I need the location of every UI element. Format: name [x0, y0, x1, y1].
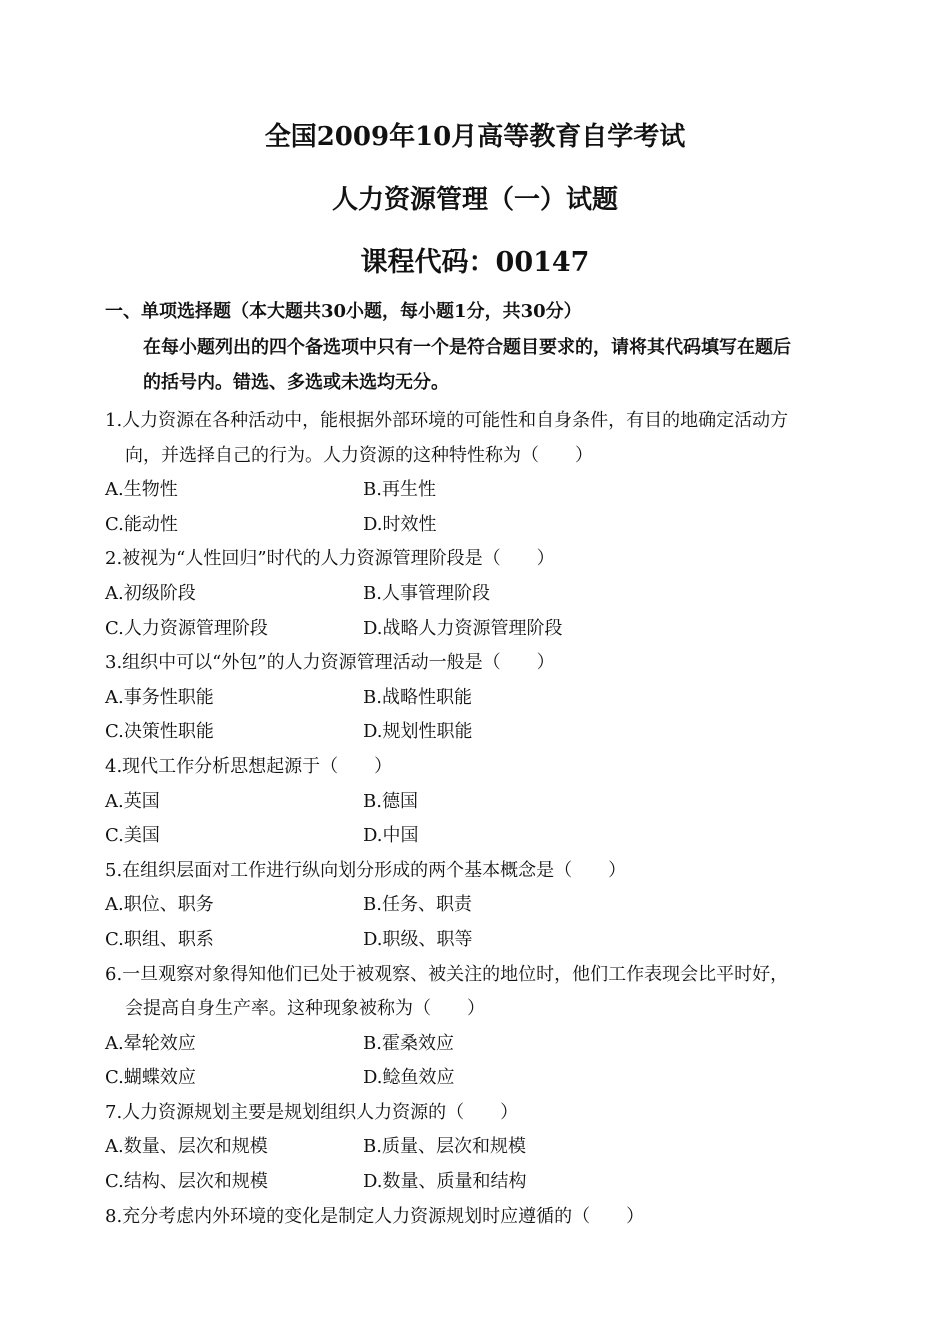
question-2-stem: 2.被视为“人性回归”时代的人力资源管理阶段是（ ） [105, 548, 555, 570]
question-1-option-b: B.再生性 [363, 479, 436, 501]
question-5-options-row2 [105, 923, 845, 958]
question-5-option-a: A.职位、职务 [105, 894, 214, 916]
question-6-option-b: B.霍桑效应 [363, 1032, 454, 1054]
question-2-option-d: D.战略人力资源管理阶段 [363, 617, 563, 639]
question-2-option-b: B.人事管理阶段 [363, 582, 490, 604]
question-6-option-a: A.晕轮效应 [105, 1032, 196, 1054]
question-4-option-b: B.德国 [363, 790, 418, 812]
question-8-stem: 8.充分考虑内外环境的变化是制定人力资源规划时应遵循的（ ） [105, 1205, 645, 1227]
question-3-options-row2 [105, 715, 845, 750]
question-5-option-d: D.职级、职等 [363, 928, 473, 950]
question-6-option-d: D.鲶鱼效应 [363, 1067, 455, 1089]
question-1-option-d: D.时效性 [363, 513, 437, 535]
question-1-stem-line1: 1.人力资源在各种活动中，能根据外部环境的可能性和自身条件，有目的地确定活动方 [105, 410, 789, 431]
question-3-option-d: D.规划性职能 [363, 721, 473, 743]
question-4-option-d: D.中国 [363, 825, 419, 847]
question-3-stem: 3.组织中可以“外包”的人力资源管理活动一般是（ ） [105, 652, 555, 674]
section-instruction-line1: 在每小题列出的四个备选项中只有一个是符合题目要求的，请将其代码填写在题后 [143, 337, 791, 358]
question-3-options-row1 [105, 681, 845, 716]
question-5-option-b: B.任务、职责 [363, 894, 472, 916]
question-5-options-row1 [105, 888, 845, 923]
question-1-option-a: A.生物性 [105, 479, 178, 501]
subject-title: 人力资源管理（一）试题 [331, 185, 618, 215]
question-4-options-row2 [105, 819, 845, 854]
question-7-options-row1 [105, 1130, 845, 1165]
question-6-options-row1 [105, 1027, 845, 1062]
question-6-stem-line1: 6.一旦观察对象得知他们已处于被观察、被关注的地位时，他们工作表现会比平时好， [105, 963, 789, 985]
question-6-stem-line2: 会提高自身生产率。这种现象被称为（ ） [125, 998, 485, 1020]
question-4-option-c: C.美国 [105, 825, 160, 847]
question-list [105, 404, 845, 1234]
question-7-option-b: B.质量、层次和规模 [363, 1136, 526, 1158]
question-7-option-a: A.数量、层次和规模 [105, 1136, 268, 1158]
question-5-option-c: C.职组、职系 [105, 928, 214, 950]
question-5-stem: 5.在组织层面对工作进行纵向划分形成的两个基本概念是（ ） [105, 859, 627, 881]
question-2-option-c: C.人力资源管理阶段 [105, 617, 268, 639]
question-1-options-row1 [105, 473, 845, 508]
question-2-options-row2 [105, 612, 845, 647]
question-6-options-row2 [105, 1061, 845, 1096]
question-7-option-d: D.数量、质量和结构 [363, 1171, 527, 1193]
question-7-stem: 7.人力资源规划主要是规划组织人力资源的（ ） [105, 1101, 519, 1123]
course-code: 课程代码：00147 [360, 247, 590, 278]
section-heading: 一、单项选择题（本大题共30小题，每小题1分，共30分） [105, 301, 582, 322]
question-7-options-row2 [105, 1165, 845, 1200]
question-3-option-c: C.决策性职能 [105, 721, 214, 743]
question-6-option-c: C.蝴蝶效应 [105, 1067, 196, 1089]
question-4-stem: 4.现代工作分析思想起源于（ ） [105, 755, 393, 777]
question-7-option-c: C.结构、层次和规模 [105, 1171, 268, 1193]
question-2-option-a: A.初级阶段 [105, 582, 196, 604]
question-3-option-b: B.战略性职能 [363, 686, 472, 708]
exam-title: 全国2009年10月高等教育自学考试 [264, 122, 686, 152]
section-instruction-line2: 的括号内。错选、多选或未选均无分。 [143, 372, 449, 393]
question-1-option-c: C.能动性 [105, 513, 178, 535]
question-4-option-a: A.英国 [105, 790, 160, 812]
question-1-options-row2 [105, 508, 845, 543]
question-4-options-row1 [105, 785, 845, 820]
question-3-option-a: A.事务性职能 [105, 686, 214, 708]
question-1-stem-line2: 向，并选择自己的行为。人力资源的这种特性称为（ ） [125, 444, 593, 466]
question-2-options-row1 [105, 577, 845, 612]
